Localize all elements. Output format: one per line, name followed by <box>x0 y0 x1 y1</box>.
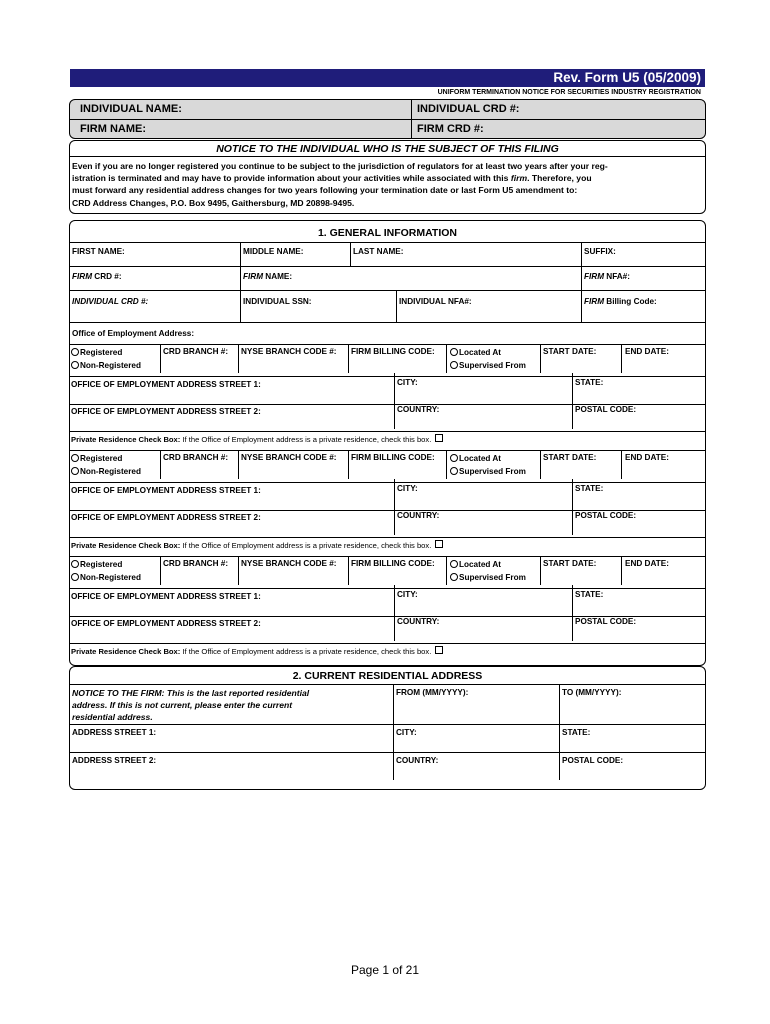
supervised-from-label: Supervised From <box>459 361 526 370</box>
office-street1-label: OFFICE OF EMPLOYMENT ADDRESS STREET 1: <box>71 380 261 389</box>
individual-nfa-label: INDIVIDUAL NFA#: <box>399 297 472 306</box>
end-date-label: END DATE: <box>625 559 669 568</box>
firm-name-label: FIRM NAME: <box>80 123 146 135</box>
supervised-from-label: Supervised From <box>459 467 526 476</box>
notice-text <box>72 160 608 209</box>
notice-line: must forward any residential address changes for two years following your termination date or last Form U5 amendment to: <box>72 185 578 196</box>
non-registered-radio[interactable] <box>71 361 141 370</box>
nyse-branch-label: NYSE BRANCH CODE #: <box>241 453 337 462</box>
city-label: CITY: <box>397 590 418 599</box>
nyse-branch-label: NYSE BRANCH CODE #: <box>241 559 337 568</box>
registered-radio[interactable] <box>71 348 122 357</box>
registered-label: Registered <box>80 454 123 463</box>
private-residence-text: If the Office of Employment address is a private residence, check this box. <box>180 435 432 444</box>
notice-firm-word: firm <box>510 173 528 184</box>
country-label: COUNTRY: <box>397 405 440 414</box>
office-block <box>69 449 706 555</box>
residential-address-section <box>69 666 706 790</box>
radio-circle-icon[interactable] <box>71 560 79 568</box>
located-at-label: Located At <box>459 348 502 357</box>
state-label: STATE: <box>575 484 604 493</box>
firm-word: FIRM <box>243 272 264 281</box>
supervised-from-radio[interactable] <box>450 573 526 582</box>
label-part: Billing Code: <box>604 297 657 306</box>
office-street1-label: OFFICE OF EMPLOYMENT ADDRESS STREET 1: <box>71 592 261 601</box>
firm-nfa-label <box>584 272 630 281</box>
state-label: STATE: <box>562 728 591 737</box>
radio-circle-icon[interactable] <box>450 573 458 581</box>
firm-notice-line: address. If this is not current, please enter the current <box>72 700 293 710</box>
section1-title: 1. GENERAL INFORMATION <box>317 227 458 239</box>
state-label: STATE: <box>575 590 604 599</box>
office-street2-label: OFFICE OF EMPLOYMENT ADDRESS STREET 2: <box>71 407 261 416</box>
page-number: Page 1 of 21 <box>350 963 420 977</box>
office-block <box>69 555 706 661</box>
notice-text-part: . Therefore, you <box>527 173 592 184</box>
private-residence-text: If the Office of Employment address is a private residence, check this box. <box>180 647 432 656</box>
supervised-from-radio[interactable] <box>450 467 526 476</box>
non-registered-label: Non-Registered <box>80 467 141 476</box>
crd-branch-label: CRD BRANCH #: <box>163 559 229 568</box>
start-date-label: START DATE: <box>543 453 597 462</box>
supervised-from-radio[interactable] <box>450 361 526 370</box>
individual-crd-label: INDIVIDUAL CRD #: <box>417 103 520 115</box>
firm-crd-field-label <box>72 272 122 281</box>
office-address-label: Office of Employment Address: <box>72 329 195 338</box>
individual-crd-field-label <box>72 297 148 306</box>
registered-label: Registered <box>80 560 123 569</box>
state-label: STATE: <box>575 378 604 387</box>
firm-name-field-label <box>243 272 292 281</box>
label-part: CRD #: <box>92 272 122 281</box>
postal-code-label: POSTAL CODE: <box>562 756 624 765</box>
private-residence-checkbox[interactable] <box>435 540 443 548</box>
country-label: COUNTRY: <box>397 617 440 626</box>
address-street2-label: ADDRESS STREET 2: <box>72 756 157 765</box>
suffix-label: SUFFIX: <box>584 247 616 256</box>
registered-label: Registered <box>80 348 123 357</box>
individual-name-label: INDIVIDUAL NAME: <box>80 103 182 115</box>
non-registered-label: Non-Registered <box>80 573 141 582</box>
country-label: COUNTRY: <box>396 756 439 765</box>
private-residence-label: Private Residence Check Box: <box>71 647 181 656</box>
postal-code-label: POSTAL CODE: <box>575 617 637 626</box>
notice-line <box>72 172 608 184</box>
non-registered-radio[interactable] <box>71 467 141 476</box>
firm-billing-code-label <box>584 297 657 306</box>
firm-billing-label: FIRM BILLING CODE: <box>351 347 435 356</box>
start-date-label: START DATE: <box>543 559 597 568</box>
registered-radio[interactable] <box>71 560 122 569</box>
radio-circle-icon[interactable] <box>450 348 458 356</box>
office-block <box>69 343 706 449</box>
city-label: CITY: <box>397 378 418 387</box>
firm-notice-line: residential address. <box>72 712 153 722</box>
firm-word: FIRM <box>584 272 605 281</box>
from-date-label: FROM (MM/YYYY): <box>396 688 469 697</box>
located-at-label: Located At <box>459 560 502 569</box>
non-registered-radio[interactable] <box>71 573 141 582</box>
office-street1-label: OFFICE OF EMPLOYMENT ADDRESS STREET 1: <box>71 486 261 495</box>
radio-circle-icon[interactable] <box>450 361 458 369</box>
form-title-banner: Rev. Form U5 (05/2009) <box>70 69 705 87</box>
crd-branch-label: CRD BRANCH #: <box>163 453 229 462</box>
located-at-radio[interactable] <box>450 560 501 569</box>
notice-line: Even if you are no longer registered you continue to be subject to the jurisdiction of regulators for at least two years after your reg- <box>72 161 608 171</box>
country-label: COUNTRY: <box>397 511 440 520</box>
city-label: CITY: <box>397 484 418 493</box>
private-residence-row <box>71 646 443 656</box>
crd-branch-label: CRD BRANCH #: <box>163 347 229 356</box>
radio-circle-icon[interactable] <box>450 454 458 462</box>
start-date-label: START DATE: <box>543 347 597 356</box>
radio-circle-icon[interactable] <box>71 467 79 475</box>
supervised-from-label: Supervised From <box>459 573 526 582</box>
notice-box <box>69 140 706 214</box>
private-residence-row <box>71 540 443 550</box>
label-part: NAME: <box>263 272 293 281</box>
firm-billing-label: FIRM BILLING CODE: <box>351 559 435 568</box>
located-at-radio[interactable] <box>450 454 501 463</box>
notice-heading: NOTICE TO THE INDIVIDUAL WHO IS THE SUBJECT OF THIS FILING <box>216 143 559 155</box>
private-residence-checkbox[interactable] <box>435 434 443 442</box>
firm-notice-text <box>72 687 309 723</box>
firm-notice-line: NOTICE TO THE FIRM: This is the last reported residential <box>72 688 310 698</box>
radio-circle-icon[interactable] <box>450 560 458 568</box>
firm-word: FIRM <box>584 297 605 306</box>
notice-line: CRD Address Changes, P.O. Box 9495, Gaithersburg, MD 20898-9495. <box>72 197 355 208</box>
middle-name-label: MIDDLE NAME: <box>243 247 304 256</box>
radio-circle-icon[interactable] <box>71 573 79 581</box>
firm-billing-label: FIRM BILLING CODE: <box>351 453 435 462</box>
label-part: INDIVIDUAL CRD #: <box>72 297 149 306</box>
city-label: CITY: <box>396 728 417 737</box>
form-subtitle: UNIFORM TERMINATION NOTICE FOR SECURITIES INDUSTRY REGISTRATION <box>437 89 701 96</box>
private-residence-text: If the Office of Employment address is a private residence, check this box. <box>180 541 432 550</box>
label-part: NFA#: <box>604 272 630 281</box>
radio-circle-icon[interactable] <box>71 361 79 369</box>
first-name-label: FIRST NAME: <box>72 247 125 256</box>
postal-code-label: POSTAL CODE: <box>575 511 637 520</box>
radio-circle-icon[interactable] <box>71 454 79 462</box>
non-registered-label: Non-Registered <box>80 361 141 370</box>
individual-ssn-label: INDIVIDUAL SSN: <box>243 297 312 306</box>
section2-title: 2. CURRENT RESIDENTIAL ADDRESS <box>292 670 483 682</box>
identity-box <box>69 99 706 139</box>
to-date-label: TO (MM/YYYY): <box>562 688 622 697</box>
located-at-label: Located At <box>459 454 502 463</box>
firm-word: FIRM <box>72 272 93 281</box>
radio-circle-icon[interactable] <box>450 467 458 475</box>
registered-radio[interactable] <box>71 454 122 463</box>
end-date-label: END DATE: <box>625 347 669 356</box>
end-date-label: END DATE: <box>625 453 669 462</box>
private-residence-label: Private Residence Check Box: <box>71 541 181 550</box>
notice-text-part: istration is terminated and may have to provide information about your activities while associated with this <box>72 173 511 184</box>
firm-crd-label: FIRM CRD #: <box>417 123 484 135</box>
postal-code-label: POSTAL CODE: <box>575 405 637 414</box>
private-residence-checkbox[interactable] <box>435 646 443 654</box>
office-street2-label: OFFICE OF EMPLOYMENT ADDRESS STREET 2: <box>71 513 261 522</box>
located-at-radio[interactable] <box>450 348 501 357</box>
private-residence-row <box>71 434 443 444</box>
radio-circle-icon[interactable] <box>71 348 79 356</box>
address-street1-label: ADDRESS STREET 1: <box>72 728 157 737</box>
private-residence-label: Private Residence Check Box: <box>71 435 181 444</box>
nyse-branch-label: NYSE BRANCH CODE #: <box>241 347 337 356</box>
last-name-label: LAST NAME: <box>353 247 404 256</box>
office-street2-label: OFFICE OF EMPLOYMENT ADDRESS STREET 2: <box>71 619 261 628</box>
